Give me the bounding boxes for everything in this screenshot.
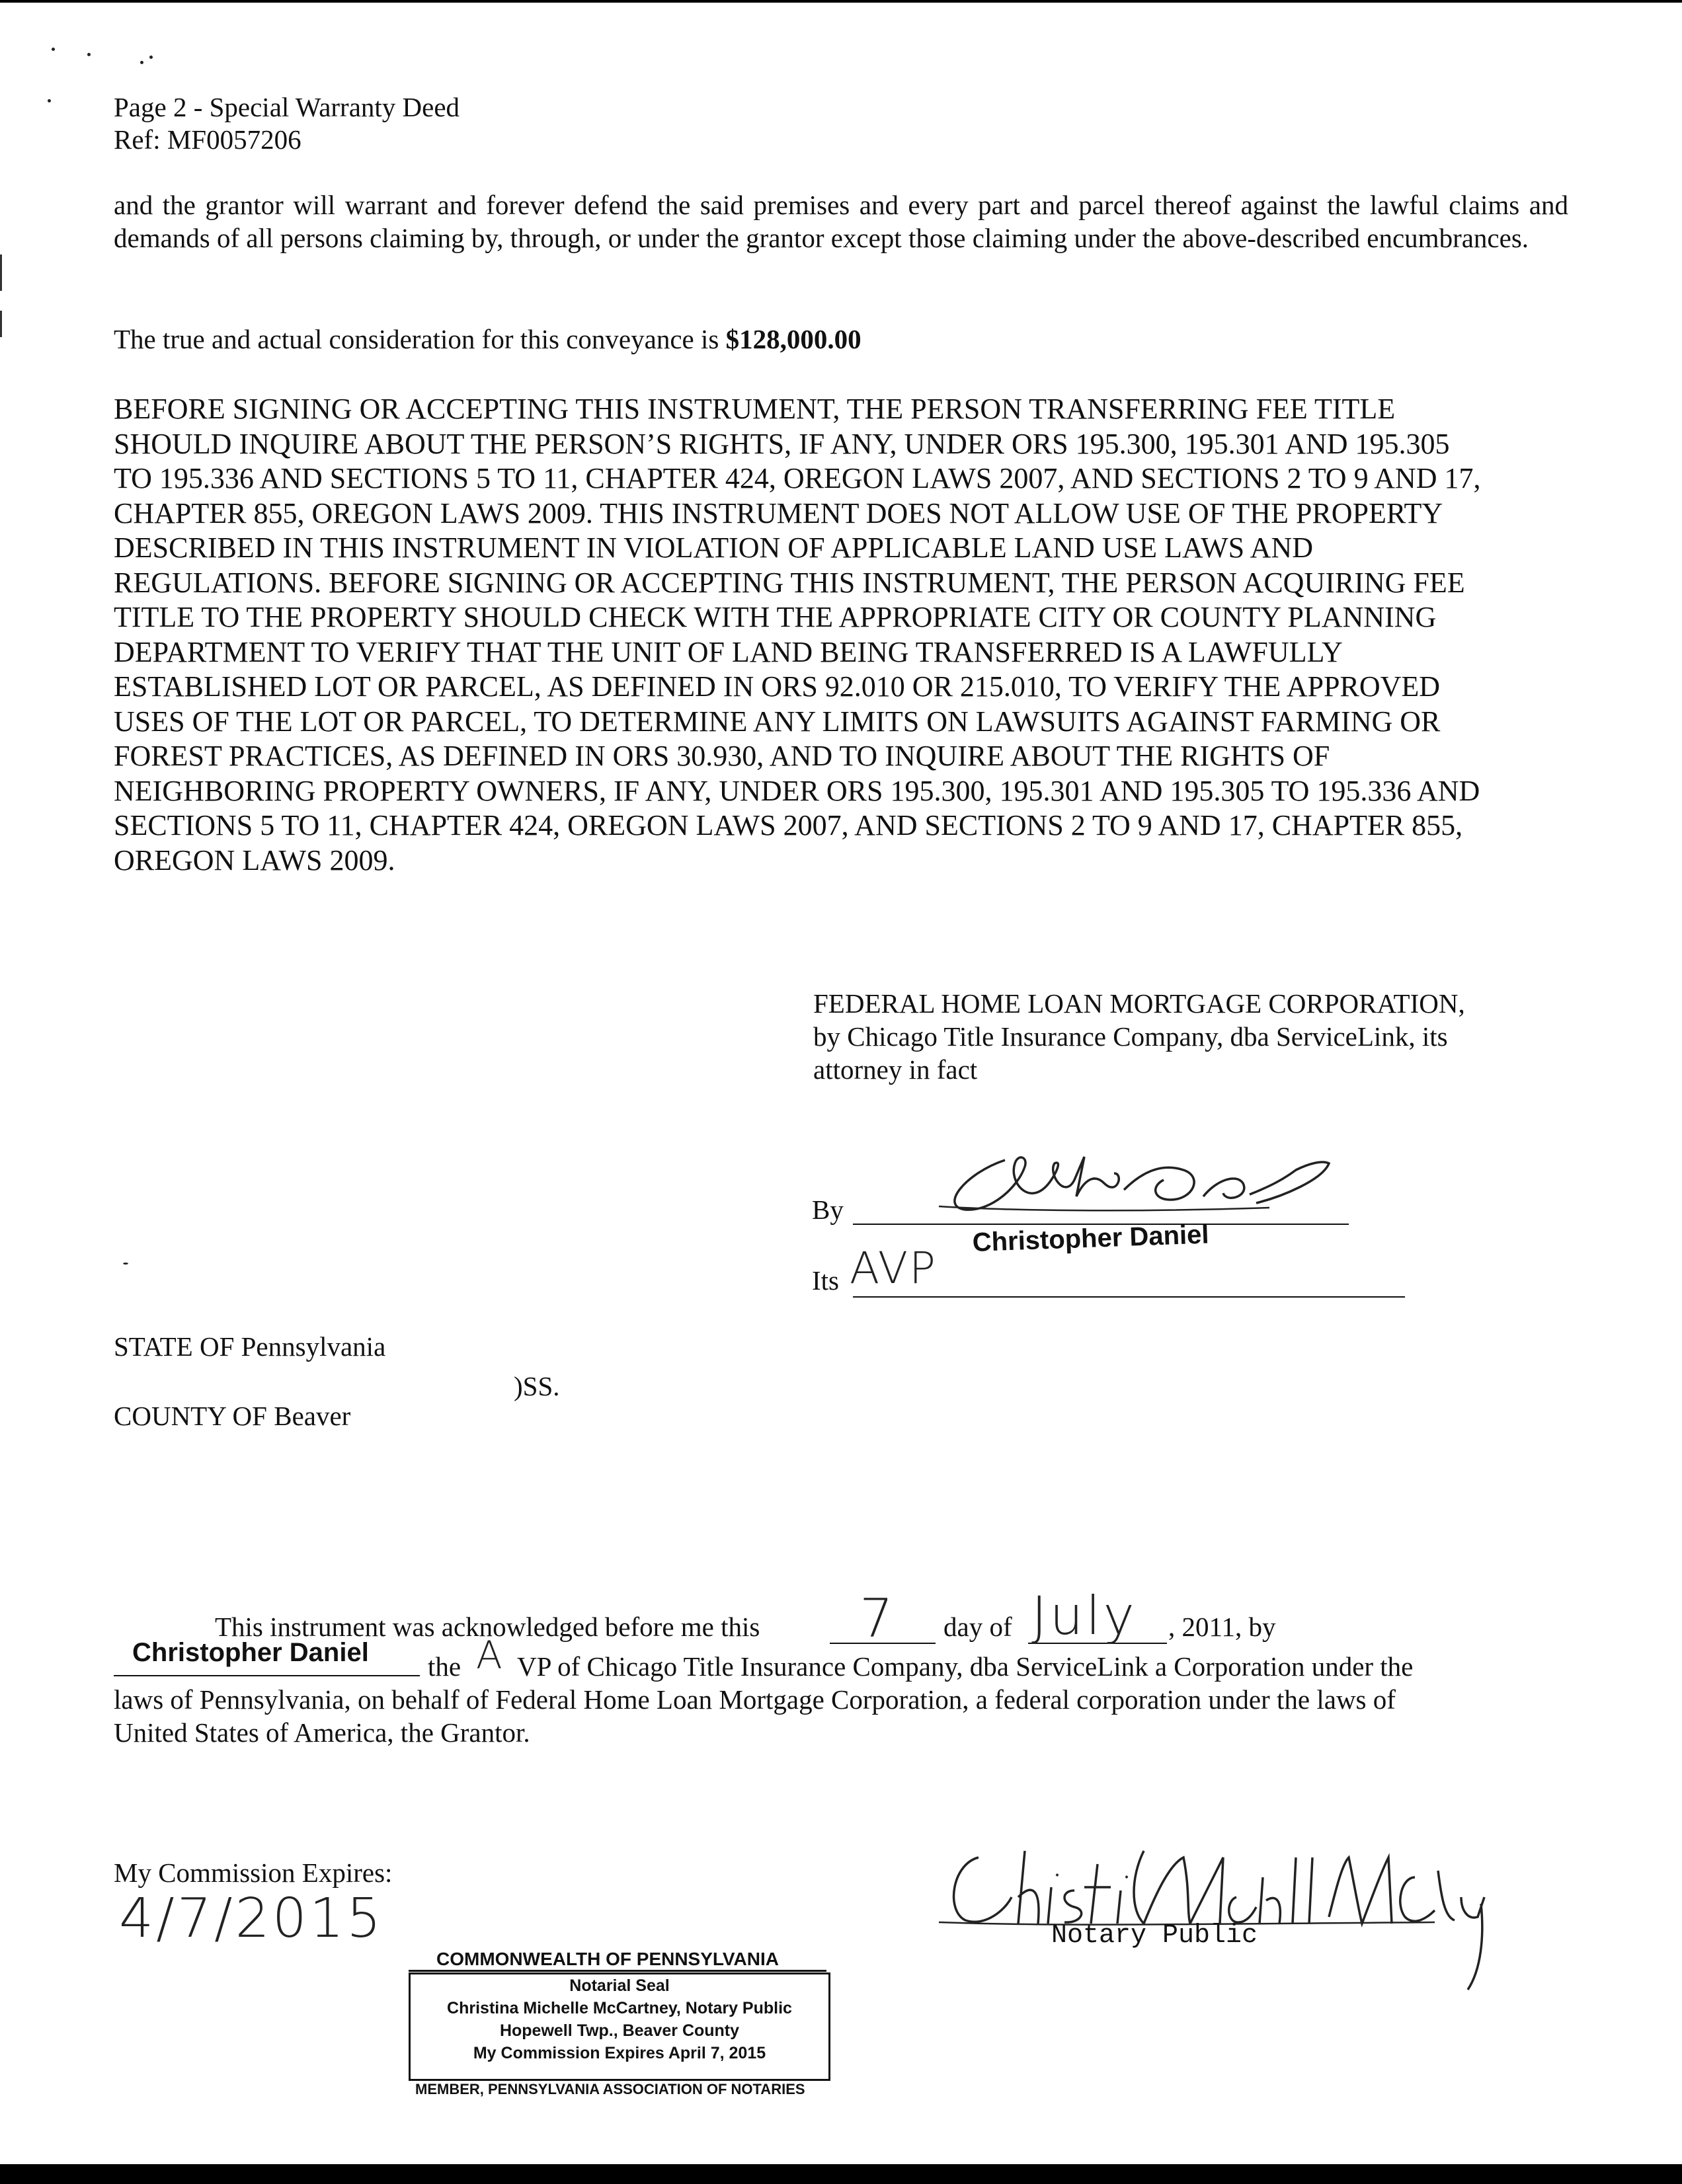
grantor-line: FEDERAL HOME LOAN MORTGAGE CORPORATION, — [813, 988, 1465, 1019]
scan-speck — [149, 56, 153, 59]
notice-line: DESCRIBED IN THIS INSTRUMENT IN VIOLATION OF APPLICABLE LAND USE LAWS AND — [114, 531, 1313, 564]
consideration-line — [114, 323, 861, 356]
ack-line1-mid: day of — [943, 1612, 1012, 1642]
signer-name-stamp: Christopher Daniel — [972, 1220, 1210, 1257]
scan-bottom-border — [0, 2164, 1682, 2184]
scan-top-border — [0, 0, 1682, 3]
ack-line2-rest: VP of Chicago Title Insurance Company, dba ServiceLink a Corporation under the — [517, 1651, 1414, 1682]
ack-line1-suffix: , 2011, by — [1168, 1612, 1276, 1642]
venue-ss: )SS. — [514, 1371, 560, 1401]
venue-county: COUNTY OF Beaver — [114, 1401, 351, 1431]
seal-location: Hopewell Twp., Beaver County — [499, 2021, 740, 2040]
notary-public-label: Notary Public — [1051, 1921, 1258, 1951]
by-label: By — [812, 1194, 844, 1225]
grantor-block — [813, 987, 1465, 1086]
notice-line: USES OF THE LOT OR PARCEL, TO DETERMINE ANY LIMITS ON LAWSUITS AGAINST FARMING OR — [114, 705, 1441, 738]
page-header: Page 2 - Special Warranty Deed — [114, 92, 460, 122]
notice-line: TO 195.336 AND SECTIONS 5 TO 11, CHAPTER 424, OREGON LAWS 2007, AND SECTIONS 2 TO 9 AND 17, — [114, 462, 1481, 494]
commission-label: My Commission Expires: — [114, 1857, 393, 1888]
seal-notary-name: Christina Michelle McCartney, Notary Public — [447, 1999, 792, 2017]
scan-speck — [87, 53, 91, 56]
margin-mark — [0, 254, 2, 291]
commission-date-handwritten: 4/7/2015 — [119, 1887, 384, 1950]
notice-line: CHAPTER 855, OREGON LAWS 2009. THIS INSTRUMENT DOES NOT ALLOW USE OF THE PROPERTY — [114, 496, 1443, 529]
seal-title: Notarial Seal — [569, 1976, 670, 1995]
notice-line: NEIGHBORING PROPERTY OWNERS, IF ANY, UNDER ORS 195.300, 195.301 AND 195.305 TO 195.336 AND — [114, 774, 1480, 807]
ack-line3: laws of Pennsylvania, on behalf of Federal Home Loan Mortgage Corporation, a federal corporation under the laws of — [114, 1684, 1396, 1715]
its-line — [853, 1296, 1405, 1298]
venue-state: STATE OF Pennsylvania — [114, 1331, 386, 1362]
ack-name-stamp: Christopher Daniel — [132, 1638, 369, 1667]
ack-title-handwritten: A — [476, 1633, 502, 1678]
notarial-seal-box — [409, 1972, 830, 2081]
seal-member-line: MEMBER, PENNSYLVANIA ASSOCIATION OF NOTARIES — [415, 2081, 805, 2097]
margin-mark — [0, 311, 2, 337]
notice-line: SECTIONS 5 TO 11, CHAPTER 424, OREGON LAWS 2007, AND SECTIONS 2 TO 9 AND 17, CHAPTER 855, — [114, 809, 1463, 841]
notice-line: TITLE TO THE PROPERTY SHOULD CHECK WITH THE APPROPRIATE CITY OR COUNTY PLANNING — [114, 601, 1437, 633]
its-label: Its — [812, 1265, 839, 1296]
warranty-paragraph: and the grantor will warrant and forever defend the said premises and every part and parcel thereof against the lawful claims and demands of all persons claiming by, through, or under the grantor except those claiming under the above-described encumbrances. — [114, 190, 1568, 253]
ack-line4: United States of America, the Grantor. — [114, 1717, 530, 1748]
grantor-line: by Chicago Title Insurance Company, dba ServiceLink, its — [813, 1021, 1448, 1052]
notice-line: DEPARTMENT TO VERIFY THAT THE UNIT OF LAND BEING TRANSFERRED IS A LAWFULLY — [114, 635, 1343, 668]
grantor-line: attorney in fact — [813, 1054, 978, 1085]
scan-speck — [140, 61, 143, 64]
its-value-handwritten: AVP — [850, 1243, 937, 1294]
land-use-notice — [114, 392, 1480, 878]
reference-number: Ref: MF0057206 — [114, 124, 301, 155]
seal-top-rule — [409, 1970, 826, 1972]
notice-line: ESTABLISHED LOT OR PARCEL, AS DEFINED IN ORS 92.010 OR 215.010, TO VERIFY THE APPROVED — [114, 670, 1441, 703]
ack-the: the — [428, 1651, 461, 1682]
seal-expiration: My Commission Expires April 7, 2015 — [473, 2044, 766, 2062]
notice-line: BEFORE SIGNING OR ACCEPTING THIS INSTRUMENT, THE PERSON TRANSFERRING FEE TITLE — [114, 393, 1396, 425]
notary-signature-image — [932, 1838, 1488, 1996]
consideration-text: The true and actual consideration for this conveyance is — [114, 324, 726, 354]
consideration-amount: $128,000.00 — [725, 324, 861, 354]
notice-line: REGULATIONS. BEFORE SIGNING OR ACCEPTING THIS INSTRUMENT, THE PERSON ACQUIRING FEE — [114, 566, 1465, 599]
scan-speck — [52, 48, 55, 51]
ack-line1-prefix: This instrument was acknowledged before me this — [215, 1612, 760, 1642]
notice-line: SHOULD INQUIRE ABOUT THE PERSON’S RIGHTS, IF ANY, UNDER ORS 195.300, 195.301 AND 195.305 — [114, 427, 1450, 460]
ack-name-line — [114, 1675, 420, 1676]
grantor-signature-image — [926, 1134, 1408, 1226]
ack-day-handwritten: 7 — [860, 1588, 893, 1649]
scan-speck — [48, 99, 51, 102]
seal-heading: COMMONWEALTH OF PENNSYLVANIA — [436, 1949, 779, 1969]
ack-month-handwritten: July — [1031, 1585, 1137, 1647]
scan-speck — [123, 1263, 128, 1265]
notice-line: OREGON LAWS 2009. — [114, 843, 395, 877]
notice-line: FOREST PRACTICES, AS DEFINED IN ORS 30.930, AND TO INQUIRE ABOUT THE RIGHTS OF — [114, 740, 1330, 772]
